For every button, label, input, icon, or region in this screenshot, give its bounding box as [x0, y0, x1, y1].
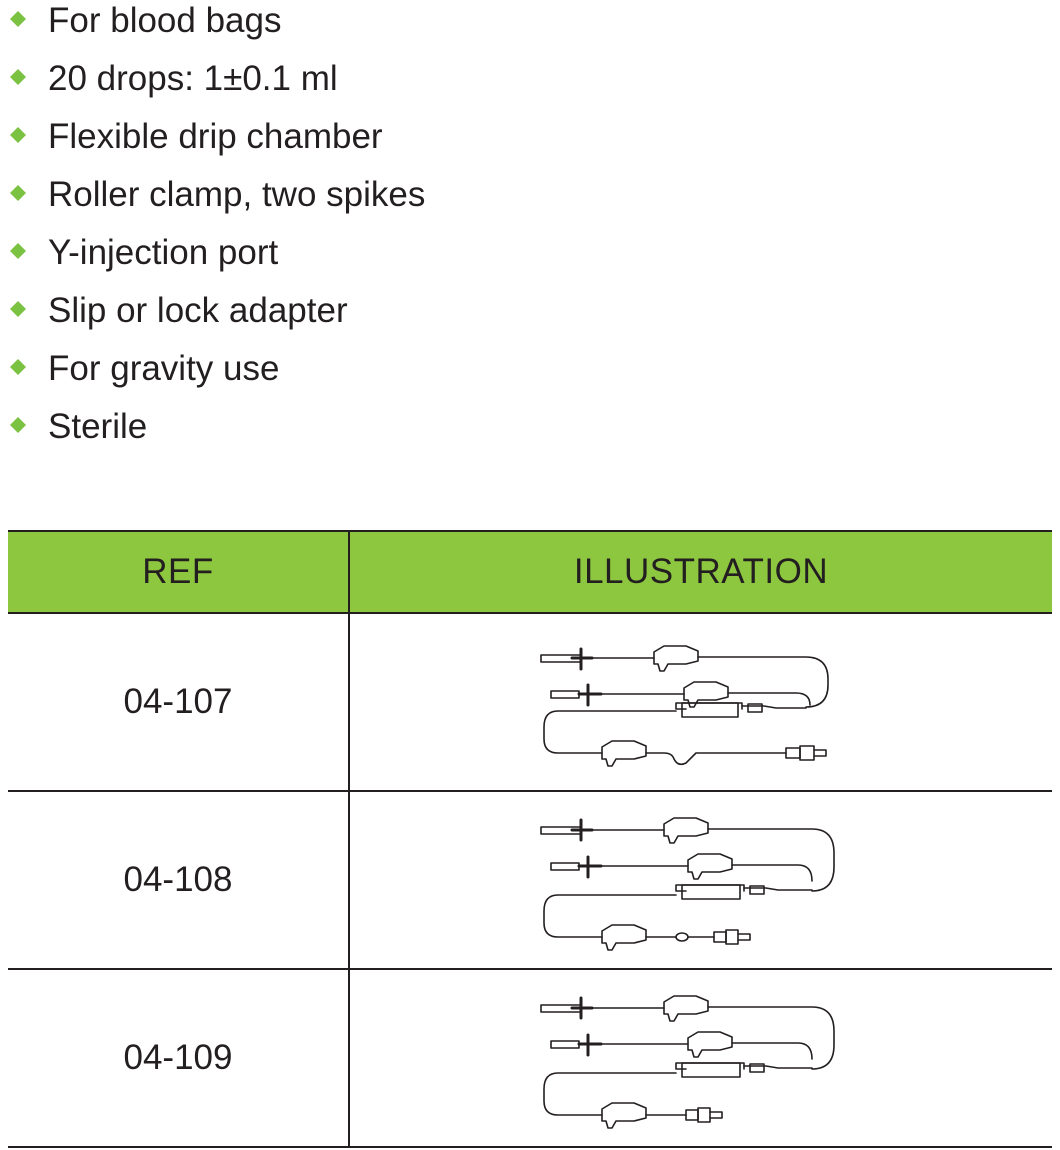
feature-item	[8, 406, 425, 464]
product-table	[8, 530, 1052, 1148]
diamond-bullet-icon	[8, 58, 36, 100]
ref-cell: 04-107	[8, 613, 349, 791]
feature-item	[8, 348, 425, 406]
ref-cell: 04-109	[8, 969, 349, 1147]
diamond-bullet-icon	[8, 232, 36, 274]
feature-item	[8, 116, 425, 174]
diamond-bullet-icon	[8, 348, 36, 390]
feature-item	[8, 290, 425, 348]
illustration-column-header: ILLUSTRATION	[349, 531, 1052, 613]
feature-text: Flexible drip chamber	[48, 117, 383, 156]
infusion-set-with-y-port-icon	[536, 627, 866, 777]
feature-text: Roller clamp, two spikes	[48, 175, 426, 214]
feature-list	[8, 0, 425, 464]
feature-item	[8, 174, 425, 232]
table-header-row	[8, 531, 1052, 613]
feature-text: 20 drops: 1±0.1 ml	[48, 59, 338, 98]
feature-item	[8, 232, 425, 290]
table-row	[8, 969, 1052, 1147]
infusion-set-icon	[536, 983, 866, 1133]
feature-text: Y-injection port	[48, 233, 279, 272]
table-row	[8, 613, 1052, 791]
illustration-cell	[349, 613, 1052, 791]
ref-cell: 04-108	[8, 791, 349, 969]
feature-item	[8, 0, 425, 58]
ref-column-header: REF	[8, 531, 349, 613]
infusion-set-icon	[536, 805, 866, 955]
diamond-bullet-icon	[8, 406, 36, 448]
feature-text: For gravity use	[48, 349, 280, 388]
diamond-bullet-icon	[8, 0, 36, 42]
table-row	[8, 791, 1052, 969]
feature-text: Slip or lock adapter	[48, 291, 348, 330]
diamond-bullet-icon	[8, 174, 36, 216]
feature-text: For blood bags	[48, 1, 282, 40]
diamond-bullet-icon	[8, 290, 36, 332]
diamond-bullet-icon	[8, 116, 36, 158]
feature-text: Sterile	[48, 407, 148, 446]
feature-item	[8, 58, 425, 116]
illustration-cell	[349, 791, 1052, 969]
illustration-cell	[349, 969, 1052, 1147]
